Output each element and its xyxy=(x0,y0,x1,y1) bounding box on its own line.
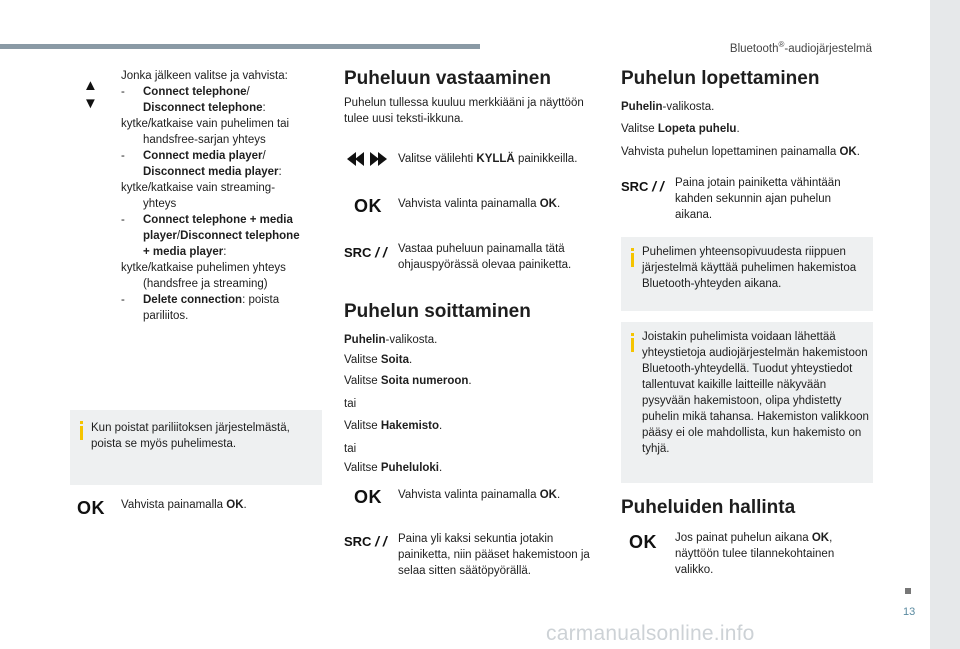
end-src-text: Paina jotain painiketta vähintään kahden sekunnin ajan puhelun aikana. xyxy=(675,177,841,221)
directory-src-text: Paina yli kaksi sekuntia jotakin painiketta, niin pääset hakemistoon ja selaa sitten säätöpyörällä. xyxy=(398,533,590,577)
call-select-number: Valitse Soita numeroon. xyxy=(344,375,472,387)
confirm-ok-text: Vahvista valinta painamalla OK. xyxy=(398,489,561,501)
info-text: Puhelimen yhteensopivuudesta riippuen järjestelmä käyttää puhelimen hakemistoa Bluetooth-yhteyden aikana. xyxy=(642,246,857,290)
arrow-down-icon: ▼ xyxy=(83,95,98,112)
src-steering-button-icon: SRC / / xyxy=(344,533,387,549)
header-rule xyxy=(0,44,480,49)
connection-options-list: Jonka jälkeen valitse ja vahvista: - Connect telephone/ Disconnect telephone: kytke/katkaise vain puhelimen tai handsfree-sarjan yhteys - Connect media player/ Disconnect media player: kytke/katkaise vain streaming- yhteys - Connect telephone + media player/Disconnect telephone + media player: kytke/katkaise puhelimen yhteys (handsfree ja streaming) - Delete connection: poista pariliitos. xyxy=(121,70,300,322)
ok-button-icon: OK xyxy=(354,487,382,507)
left-right-arrows-icon xyxy=(346,151,388,167)
heading-end-call: Puhelun lopettaminen xyxy=(621,68,820,89)
info-box-contacts xyxy=(621,322,873,483)
ok-button-icon: OK xyxy=(77,498,105,518)
manage-ok-text: Jos painat puhelun aikana OK, näyttöön tulee tilannekohtainen valikko. xyxy=(675,532,835,576)
info-icon xyxy=(80,426,83,440)
watermark: carmanualsonline.info xyxy=(546,622,755,645)
heading-manage-calls: Puheluiden hallinta xyxy=(621,497,796,518)
arrow-up-icon: ▲ xyxy=(83,77,98,94)
or-text: tai xyxy=(344,443,357,455)
info-text: Kun poistat pariliitoksen järjestelmästä, poista se myös puhelimesta. xyxy=(91,422,290,450)
src-steering-button-icon: SRC / / xyxy=(344,244,387,260)
src-steering-button-icon: SRC / / xyxy=(621,178,664,194)
or-text: tai xyxy=(344,398,357,410)
info-box-delete-pairing xyxy=(70,410,322,485)
end-menu-line: Puhelin-valikosta. xyxy=(621,101,715,113)
ok-button-icon: OK xyxy=(354,196,382,216)
call-select-call: Valitse Soita. xyxy=(344,354,413,366)
call-select-directory: Valitse Hakemisto. xyxy=(344,420,443,432)
page-end-marker xyxy=(905,588,911,594)
answer-src-text: Vastaa puheluun painamalla tätä ohjauspyörässä olevaa painiketta. xyxy=(398,243,572,271)
select-yes-tab-text: Valitse välilehti KYLLÄ painikkeilla. xyxy=(398,153,578,165)
ok-confirm-text: Vahvista painamalla OK. xyxy=(121,499,247,511)
call-menu-line: Puhelin-valikosta. xyxy=(344,334,438,346)
answer-intro: Puhelun tullessa kuuluu merkkiääni ja näyttöön tulee uusi teksti-ikkuna. xyxy=(344,97,584,125)
ok-button-icon: OK xyxy=(629,532,657,552)
end-select-hangup: Valitse Lopeta puhelu. xyxy=(621,123,740,135)
heading-make-call: Puhelun soittaminen xyxy=(344,301,531,322)
info-icon xyxy=(631,338,634,352)
info-box-compatibility xyxy=(621,237,873,311)
confirm-ok-text: Vahvista valinta painamalla OK. xyxy=(398,198,561,210)
page-number: 13 xyxy=(903,606,916,618)
page-header-title: Bluetooth®-audiojärjestelmä xyxy=(729,40,872,55)
info-text: Joistakin puhelimista voidaan lähettää yhteystietoja audiojärjestelmän hakemistoon Bluetooth-yhteydellä. Tuodut yhteystiedot tallentuvat kaikille laitteille näkyvään pysyvään hakemistoon, olipa yhdistetty puhelin mikä tahansa. Hakemiston valikkoon pääsy ei ole mahdollista, kun hakemisto on tyhjä. xyxy=(642,331,869,455)
info-icon xyxy=(631,253,634,267)
call-select-log: Valitse Puheluloki. xyxy=(344,462,443,474)
end-confirm-line: Vahvista puhelun lopettaminen painamalla OK. xyxy=(621,146,860,158)
side-margin-strip xyxy=(930,0,960,649)
heading-answer-call: Puheluun vastaaminen xyxy=(344,68,551,89)
